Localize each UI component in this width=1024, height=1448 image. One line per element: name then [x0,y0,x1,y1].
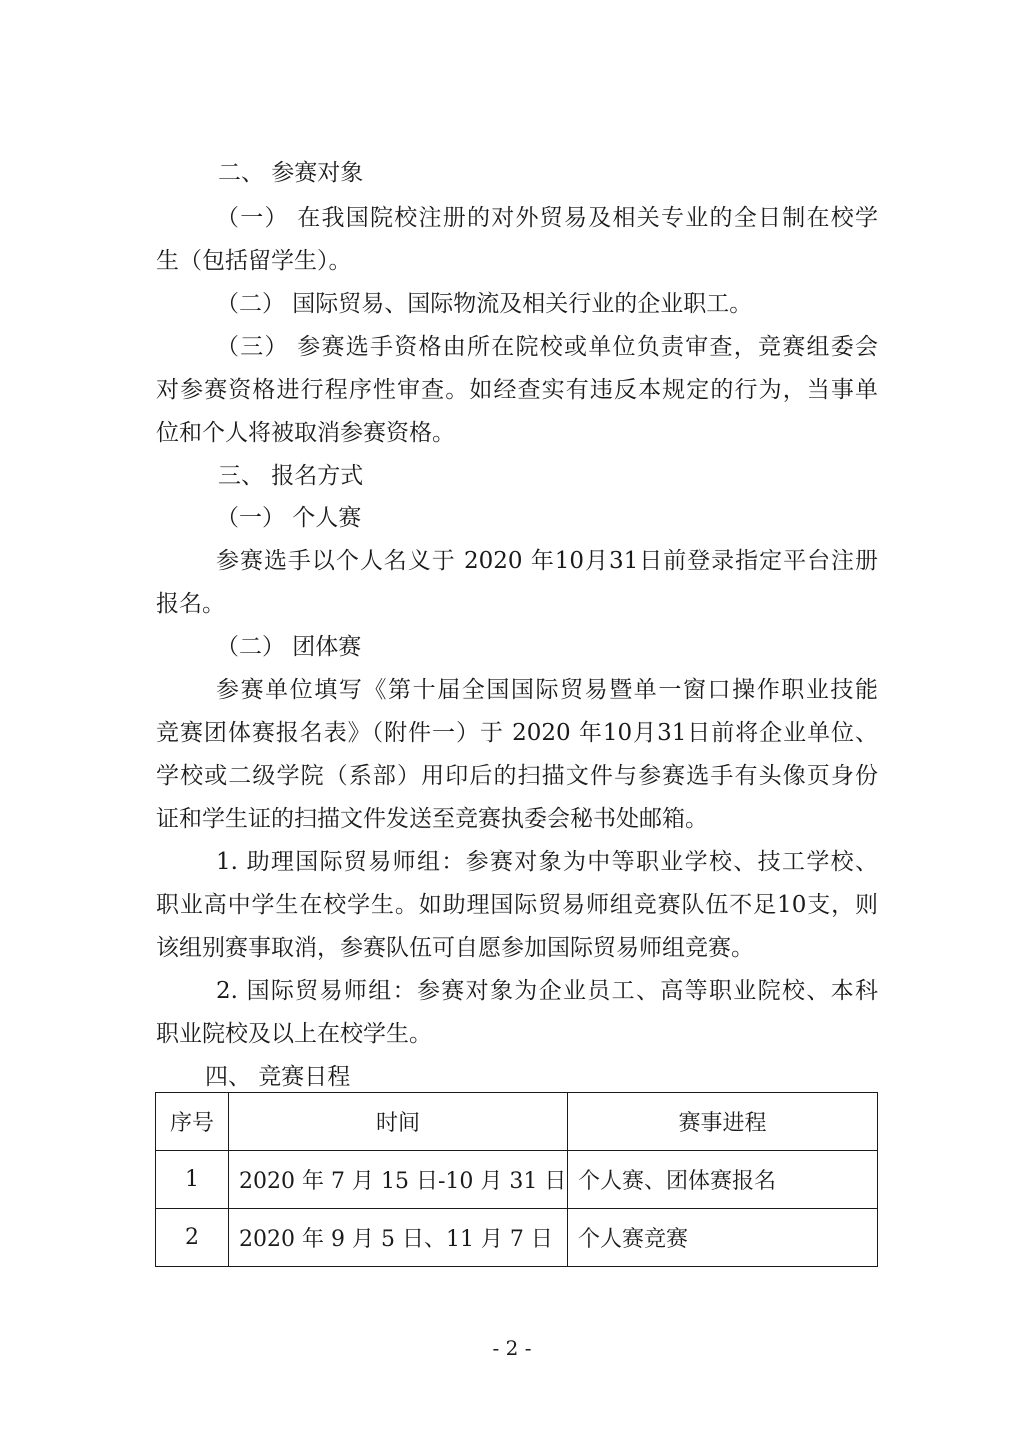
table-header-row [156,1093,878,1151]
page-number: - 2 - [492,1336,532,1360]
row-1-time: 2020 年 7 月 15 日-10 月 31 日 [229,1151,568,1209]
row-1-number: 1 [156,1151,229,1209]
group-2-line-1: 2. 国际贸易师组：参赛对象为企业员工、高等职业院校、本科 [216,978,878,1004]
team-line-3: 学校或二级学院（系部）用印后的扫描文件与参赛选手有头像页身份 [156,763,878,789]
team-heading: （二） 团体赛 [216,634,362,660]
participants-item-2: （二） 国际贸易、国际物流及相关行业的企业职工。 [216,291,753,317]
table-row [156,1151,878,1209]
team-line-4: 证和学生证的扫描文件发送至竞赛执委会秘书处邮箱。 [156,806,708,832]
individual-line-2: 报名。 [156,591,225,617]
participants-item-3-line-3: 位和个人将被取消参赛资格。 [156,420,455,446]
header-number: 序号 [156,1093,229,1151]
row-2-number: 2 [156,1209,229,1267]
section-heading-participants: 二、 参赛对象 [218,160,364,186]
section-heading-registration: 三、 报名方式 [218,463,364,489]
participants-item-1-line-1: （一） 在我国院校注册的对外贸易及相关专业的全日制在校学 [216,205,878,231]
schedule-table [155,1092,878,1267]
individual-heading: （一） 个人赛 [216,505,362,531]
table-row [156,1209,878,1267]
group-1-line-3: 该组别赛事取消，参赛队伍可自愿参加国际贸易师组竞赛。 [156,935,754,961]
group-1-line-1: 1. 助理国际贸易师组：参赛对象为中等职业学校、技工学校、 [216,849,878,875]
row-1-progress: 个人赛、团体赛报名 [568,1151,878,1209]
section-heading-schedule: 四、 竞赛日程 [205,1064,351,1090]
row-2-time: 2020 年 9 月 5 日、11 月 7 日 [229,1209,568,1267]
individual-line-1: 参赛选手以个人名义于 2020 年10月31日前登录指定平台注册 [216,548,878,574]
group-1-line-2: 职业高中学生在校学生。如助理国际贸易师组竞赛队伍不足10支，则 [156,892,878,918]
header-time: 时间 [229,1093,568,1151]
group-2-line-2: 职业院校及以上在校学生。 [156,1021,432,1047]
team-line-1: 参赛单位填写《第十届全国国际贸易暨单一窗口操作职业技能 [216,677,878,703]
row-2-progress: 个人赛竞赛 [568,1209,878,1267]
participants-item-3-line-1: （三） 参赛选手资格由所在院校或单位负责审查，竞赛组委会 [216,334,878,360]
header-progress: 赛事进程 [568,1093,878,1151]
team-line-2: 竞赛团体赛报名表》（附件一）于 2020 年10月31日前将企业单位、 [156,720,878,746]
participants-item-1-line-2: 生（包括留学生）。 [156,248,352,274]
participants-item-3-line-2: 对参赛资格进行程序性审查。如经查实有违反本规定的行为，当事单 [156,377,878,403]
